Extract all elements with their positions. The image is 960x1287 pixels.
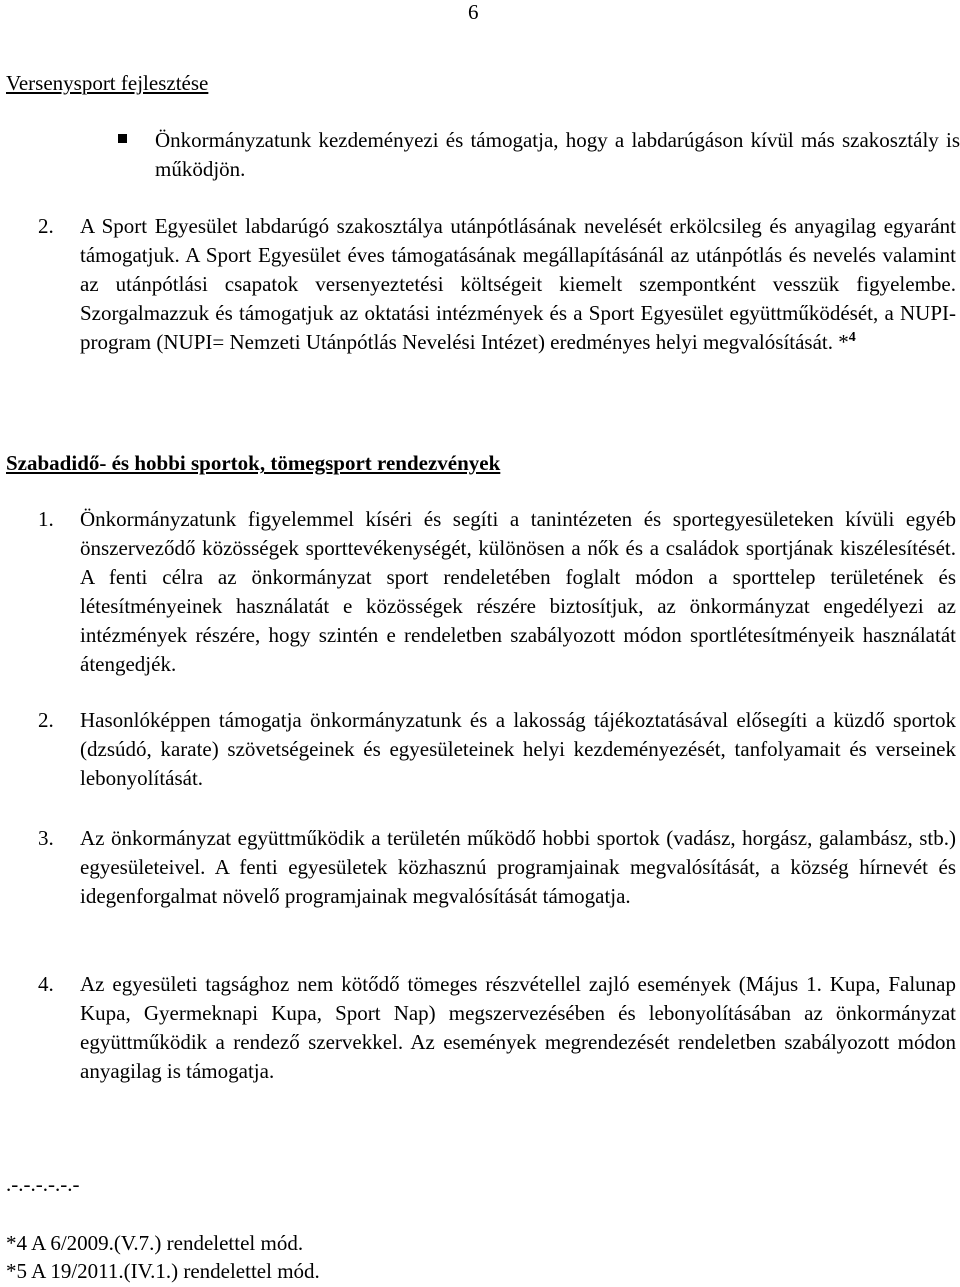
item-text: Hasonlóképpen támogatja önkormányzatunk és a lakosság tájékoztatásával elősegíti a küzdő sportok (dzsúdó, karate) szövetségeinek és egyesületeinek helyi kezdeményezését, tanfolyamait és verseinek lebonyolítását. (80, 708, 956, 790)
item-text: Az egyesületi tagsághoz nem kötődő tömeges részvétellel zajló események (Május 1. Kupa, Falunap Kupa, Gyermeknapi Kupa, Sport Nap) megszervezésében és lebonyolításában az önkormányzat együttműködik a rendező szervekkel. Az események megrendezését rendeletben szabályozott módon anyagilag is támogatja. (80, 972, 956, 1083)
bullet-item-text: Önkormányzatunk kezdeményezi és támogatja, hogy a labdarúgáson kívül más szakosztály is működjön. (155, 128, 960, 181)
item-number: 4. (38, 972, 54, 996)
item-number: 3. (38, 826, 54, 850)
item-number: 2. (38, 708, 54, 732)
footnote: *4 A 6/2009.(V.7.) rendelettel mód. (6, 1231, 304, 1255)
section-title-versenysport: Versenysport fejlesztése (6, 71, 209, 95)
item-number: 1. (38, 507, 54, 531)
item-number: 2. (38, 214, 54, 238)
item-text (80, 212, 956, 357)
section-title-szabadido: Szabadidő- és hobbi sportok, tömegsport rendezvények (6, 451, 501, 475)
item-text-body: A Sport Egyesület labdarúgó szakosztálya utánpótlásának nevelését erkölcsileg és anyagilag egyaránt támogatjuk. A Sport Egyesület éves támogatásának megállapításánál az utánpótlás és nevelés valamint az utánpótlási csapatok versenyeztetési költségeit kiemelt szempontként vesszük figyelembe. Szorgalmazzuk és támogatjuk az oktatási intézmények és a Sport Egyesület együttműködését, a NUPI-program (NUPI= Nemzeti Utánpótlás Nevelési Intézet) eredményes helyi megvalósítását. * (80, 214, 956, 354)
item-text: Önkormányzatunk figyelemmel kíséri és segíti a tanintézeten és sportegyesületeken kívüli egyéb önszerveződő közösségek sporttevékenységét, különösen a nők és a családok sportjának kiszélesítését. A fenti célra az önkormányzat sport rendeletében foglalt módon a sporttelep területének és létesítményeinek használatát e közösségek részére biztosítjuk, az önkormányzat engedélyezi az intézmények részére, hogy szintén e rendeletben szabályozott módon sportlétesítményeik használatát átengedjék. (80, 507, 956, 676)
square-bullet-icon (118, 134, 127, 143)
footnote-reference: 4 (848, 330, 856, 345)
separator-line: .-.-.-.-.-.- (6, 1172, 80, 1196)
footnote: *5 A 19/2011.(IV.1.) rendelettel mód. (6, 1259, 320, 1283)
item-text: Az önkormányzat együttműködik a területén működő hobbi sportok (vadász, horgász, galambász, stb.) egyesületeivel. A fenti egyesületek közhasznú programjainak megvalósítását, a község hírnevét és idegenforgalmat növelő programjainak megvalósítását támogatja. (80, 826, 956, 908)
page-number: 6 (468, 0, 479, 24)
